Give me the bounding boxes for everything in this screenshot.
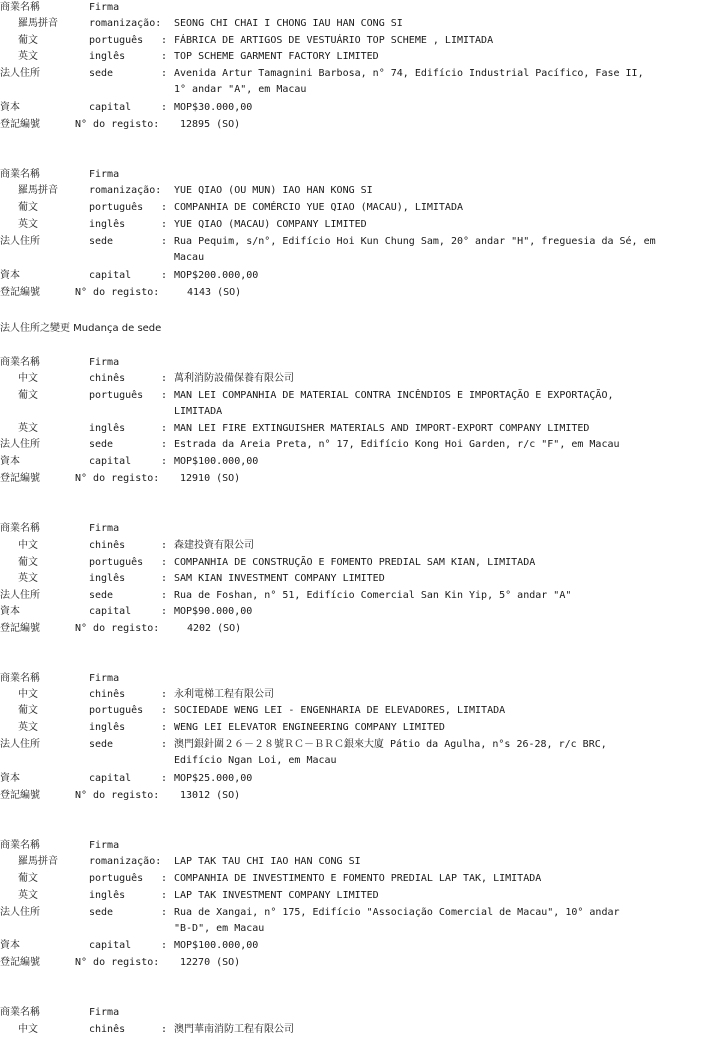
registo-label-pt: N° do registo: — [75, 623, 160, 634]
colon: : — [161, 722, 168, 733]
portugues-label-cn: 葡文 — [18, 705, 38, 716]
firma-label-pt: Firma — [89, 523, 120, 534]
firma-label-cn: 商業名稱 — [0, 357, 40, 368]
colon: : — [161, 390, 168, 401]
sede-label-pt: sede — [89, 907, 114, 918]
registo-value: 13012 (SO) — [180, 790, 241, 801]
chines-value: 萬利消防設備保養有限公司 — [174, 373, 294, 384]
capital-label-pt: capital — [89, 606, 132, 617]
section-heading — [0, 321, 161, 337]
romanizacao-label-cn: 羅馬拼音 — [18, 18, 58, 29]
portugues-value: COMPANHIA DE CONSTRUÇÃO E FOMENTO PREDIAL SAM KIAN, LIMITADA — [174, 557, 536, 568]
ingles-value: LAP TAK INVESTMENT COMPANY LIMITED — [174, 890, 379, 901]
chines-label-cn: 中文 — [18, 373, 38, 384]
ingles-value: YUE QIAO (MACAU) COMPANY LIMITED — [174, 219, 367, 230]
capital-label-pt: capital — [89, 940, 132, 951]
colon: : — [161, 573, 168, 584]
colon: : — [161, 373, 168, 384]
chines-label-pt: chinês — [89, 540, 126, 551]
firma-label-cn: 商業名稱 — [0, 169, 40, 180]
portugues-label-cn: 葡文 — [18, 202, 38, 213]
ingles-label-pt: inglês — [89, 219, 126, 230]
sede-value-cont: Macau — [174, 252, 205, 263]
portugues-label-pt: português — [89, 390, 144, 401]
registo-label-cn: 登記編號 — [0, 790, 40, 801]
sede-value-cont: "B-D", em Macau — [174, 923, 265, 934]
sede-value-cont: 1° andar "A", em Macau — [174, 84, 307, 95]
registo-label-pt: N° do registo: — [75, 790, 160, 801]
chines-value: 森建投資有限公司 — [174, 540, 254, 551]
sede-value: Rua de Foshan, n° 51, Edifício Comercial San Kin Yip, 5° andar "A" — [174, 590, 572, 601]
chines-label-cn: 中文 — [18, 689, 38, 700]
registo-label-cn: 登記編號 — [0, 957, 40, 968]
chines-label-pt: chinês — [89, 1024, 126, 1035]
capital-value: MOP$200.000,00 — [174, 270, 259, 281]
capital-label-cn: 資本 — [0, 940, 20, 951]
chines-label-pt: chinês — [89, 689, 126, 700]
registo-label-pt: N° do registo: — [75, 957, 160, 968]
capital-label-cn: 資本 — [0, 102, 20, 113]
sede-label-cn: 法人住所 — [0, 907, 40, 918]
colon: : — [161, 219, 168, 230]
portugues-label-pt: português — [89, 705, 144, 716]
colon: : — [161, 102, 168, 113]
romanizacao-label-pt: romanização: — [89, 18, 162, 29]
portugues-label-cn: 葡文 — [18, 557, 38, 568]
sede-label-cn: 法人住所 — [0, 236, 40, 247]
colon: : — [161, 689, 168, 700]
sede-label-cn: 法人住所 — [0, 590, 40, 601]
colon: : — [161, 873, 168, 884]
firma-label-pt: Firma — [89, 169, 120, 180]
sede-label-pt: sede — [89, 590, 114, 601]
ingles-label-cn: 英文 — [18, 573, 38, 584]
registo-label-cn: 登記編號 — [0, 623, 40, 634]
sede-label-pt: sede — [89, 68, 114, 79]
colon: : — [161, 890, 168, 901]
firma-label-cn: 商業名稱 — [0, 673, 40, 684]
portugues-label-pt: português — [89, 202, 144, 213]
registo-label-cn: 登記編號 — [0, 119, 40, 130]
ingles-label-cn: 英文 — [18, 890, 38, 901]
colon: : — [161, 557, 168, 568]
ingles-value: SAM KIAN INVESTMENT COMPANY LIMITED — [174, 573, 385, 584]
colon: : — [161, 940, 168, 951]
sede-label-pt: sede — [89, 439, 114, 450]
sede-value: Rua Pequim, s/n°, Edifício Hoi Kun Chung Sam, 20° andar "H", freguesia da Sé, em — [174, 236, 656, 247]
portugues-value: SOCIEDADE WENG LEI - ENGENHARIA DE ELEVADORES, LIMITADA — [174, 705, 506, 716]
firma-label-pt: Firma — [89, 673, 120, 684]
chines-label-cn: 中文 — [18, 1024, 38, 1035]
chines-label-cn: 中文 — [18, 540, 38, 551]
capital-label-pt: capital — [89, 456, 132, 467]
colon: : — [161, 68, 168, 79]
registo-value: 4202 (SO) — [187, 623, 242, 634]
ingles-label-pt: inglês — [89, 423, 126, 434]
ingles-label-pt: inglês — [89, 890, 126, 901]
colon: : — [161, 439, 168, 450]
ingles-label-pt: inglês — [89, 51, 126, 62]
capital-value: MOP$100.000,00 — [174, 940, 259, 951]
portugues-value: COMPANHIA DE COMÉRCIO YUE QIAO (MACAU), LIMITADA — [174, 202, 463, 213]
firma-label-pt: Firma — [89, 2, 120, 13]
registo-value: 12270 (SO) — [180, 957, 241, 968]
registo-label-cn: 登記編號 — [0, 287, 40, 298]
registo-label-pt: N° do registo: — [75, 119, 160, 130]
sede-value: Rua de Xangai, n° 175, Edifício "Associação Comercial de Macau", 10° andar — [174, 907, 620, 918]
capital-value: MOP$100.000,00 — [174, 456, 259, 467]
romanizacao-value: LAP TAK TAU CHI IAO HAN CONG SI — [174, 856, 361, 867]
firma-label-cn: 商業名稱 — [0, 1007, 40, 1018]
ingles-value: TOP SCHEME GARMENT FACTORY LIMITED — [174, 51, 379, 62]
capital-label-cn: 資本 — [0, 270, 20, 281]
portugues-label-cn: 葡文 — [18, 873, 38, 884]
firma-label-pt: Firma — [89, 1007, 120, 1018]
portugues-value: FÁBRICA DE ARTIGOS DE VESTUÁRIO TOP SCHEME , LIMITADA — [174, 35, 494, 46]
firma-label-cn: 商業名稱 — [0, 840, 40, 851]
colon: : — [161, 540, 168, 551]
romanizacao-label-cn: 羅馬拼音 — [18, 185, 58, 196]
registo-label-pt: N° do registo: — [75, 473, 160, 484]
ingles-label-cn: 英文 — [18, 219, 38, 230]
sede-label-cn: 法人住所 — [0, 739, 40, 750]
sede-label-cn: 法人住所 — [0, 68, 40, 79]
chines-value: 澳門華南消防工程有限公司 — [174, 1024, 294, 1035]
portugues-value: MAN LEI COMPANHIA DE MATERIAL CONTRA INCÊNDIOS E IMPORTAÇÃO E EXPORTAÇÃO, — [174, 390, 614, 401]
capital-value: MOP$25.000,00 — [174, 773, 253, 784]
colon: : — [161, 1024, 168, 1035]
colon: : — [161, 202, 168, 213]
ingles-label-cn: 英文 — [18, 423, 38, 434]
registo-value: 12910 (SO) — [180, 473, 241, 484]
capital-label-pt: capital — [89, 102, 132, 113]
ingles-label-cn: 英文 — [18, 51, 38, 62]
ingles-label-pt: inglês — [89, 722, 126, 733]
registo-label-pt: N° do registo: — [75, 287, 160, 298]
portugues-label-cn: 葡文 — [18, 35, 38, 46]
colon: : — [161, 236, 168, 247]
sede-label-cn: 法人住所 — [0, 439, 40, 450]
ingles-label-cn: 英文 — [18, 722, 38, 733]
sede-value: 澳門銀針圍２６－２８號ＲＣ－ＢＲＣ銀來大廈 Pátio da Agulha, n°s 26-28, r/c BRC, — [174, 739, 607, 750]
colon: : — [161, 590, 168, 601]
portugues-label-cn: 葡文 — [18, 390, 38, 401]
colon: : — [161, 423, 168, 434]
registo-value: 4143 (SO) — [187, 287, 242, 298]
sede-value-cont: Edifício Ngan Loi, em Macau — [174, 755, 337, 766]
colon: : — [161, 51, 168, 62]
section-heading-text: 法人住所之變更 Mudança de sede — [0, 323, 162, 334]
romanizacao-label-cn: 羅馬拼音 — [18, 856, 58, 867]
firma-label-pt: Firma — [89, 357, 120, 368]
portugues-value: COMPANHIA DE INVESTIMENTO E FOMENTO PREDIAL LAP TAK, LIMITADA — [174, 873, 542, 884]
capital-value: MOP$90.000,00 — [174, 606, 253, 617]
registo-label-cn: 登記編號 — [0, 473, 40, 484]
chines-value: 永利電梯工程有限公司 — [174, 689, 274, 700]
sede-label-pt: sede — [89, 236, 114, 247]
romanizacao-value: YUE QIAO (OU MUN) IAO HAN KONG SI — [174, 185, 373, 196]
colon: : — [161, 739, 168, 750]
romanizacao-label-pt: romanização: — [89, 185, 162, 196]
firma-label-cn: 商業名稱 — [0, 2, 40, 13]
colon: : — [161, 606, 168, 617]
capital-value: MOP$30.000,00 — [174, 102, 253, 113]
portugues-label-pt: português — [89, 557, 144, 568]
chines-label-pt: chinês — [89, 373, 126, 384]
sede-value: Estrada da Areia Preta, n° 17, Edifício Kong Hoi Garden, r/c "F", em Macau — [174, 439, 620, 450]
portugues-label-pt: português — [89, 873, 144, 884]
ingles-value: WENG LEI ELEVATOR ENGINEERING COMPANY LIMITED — [174, 722, 445, 733]
capital-label-cn: 資本 — [0, 456, 20, 467]
colon: : — [161, 705, 168, 716]
ingles-value: MAN LEI FIRE EXTINGUISHER MATERIALS AND IMPORT-EXPORT COMPANY LIMITED — [174, 423, 590, 434]
portugues-label-pt: português — [89, 35, 144, 46]
firma-label-cn: 商業名稱 — [0, 523, 40, 534]
firma-label-pt: Firma — [89, 840, 120, 851]
capital-label-cn: 資本 — [0, 606, 20, 617]
ingles-label-pt: inglês — [89, 573, 126, 584]
portugues-value-cont: LIMITADA — [174, 406, 223, 417]
capital-label-pt: capital — [89, 270, 132, 281]
capital-label-cn: 資本 — [0, 773, 20, 784]
colon: : — [161, 456, 168, 467]
capital-label-pt: capital — [89, 773, 132, 784]
colon: : — [161, 907, 168, 918]
colon: : — [161, 35, 168, 46]
colon: : — [161, 773, 168, 784]
registo-value: 12895 (SO) — [180, 119, 241, 130]
romanizacao-value: SEONG CHI CHAI I CHONG IAU HAN CONG SI — [174, 18, 403, 29]
sede-label-pt: sede — [89, 739, 114, 750]
sede-value: Avenida Artur Tamagnini Barbosa, n° 74, Edifício Industrial Pacífico, Fase II, — [174, 68, 644, 79]
colon: : — [161, 270, 168, 281]
romanizacao-label-pt: romanização: — [89, 856, 162, 867]
